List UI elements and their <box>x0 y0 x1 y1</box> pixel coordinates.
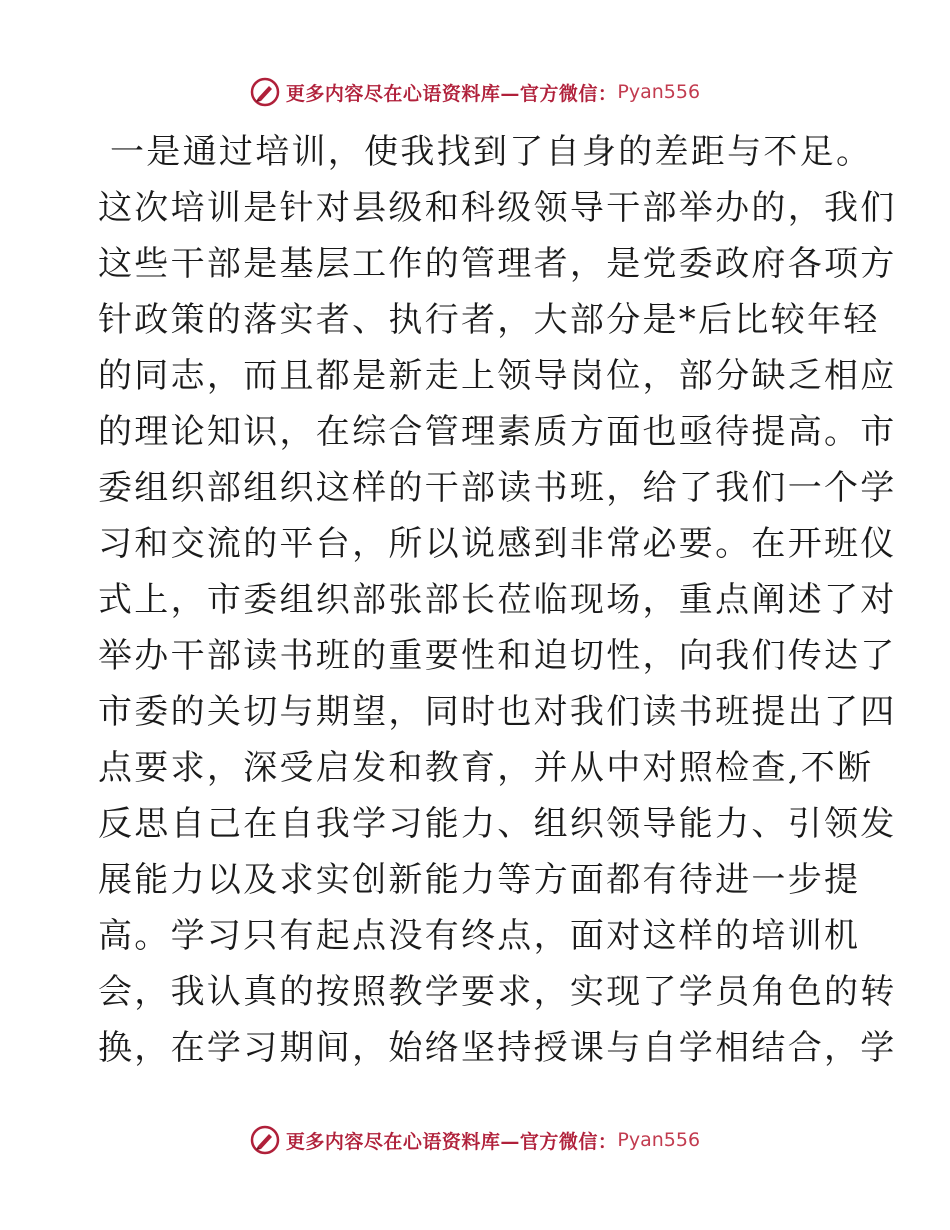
text-line: 展能力以及求实创新能力等方面都有待进一步提 <box>98 860 861 900</box>
text-line: 习和交流的平台，所以说感到非常必要。在开班仪 <box>98 524 897 564</box>
text-line: 会，我认真的按照教学要求，实现了学员角色的转 <box>98 972 897 1012</box>
header-watermark <box>0 72 950 112</box>
pen-logo-icon <box>250 77 280 107</box>
footer-watermark <box>0 1120 950 1160</box>
text-line: 委组织部组织这样的干部读书班，给了我们一个学 <box>98 468 897 508</box>
text-line: 这些干部是基层工作的管理者，是党委政府各项方 <box>98 244 897 284</box>
text-line: 高。学习只有起点没有终点，面对这样的培训机 <box>98 916 861 956</box>
text-line: 市委的关切与期望，同时也对我们读书班提出了四 <box>98 692 897 732</box>
watermark-wechat-id: Pyan556 <box>617 1129 701 1151</box>
text-line: 的同志，而且都是新走上领导岗位，部分缺乏相应 <box>98 356 897 396</box>
text-line: 的理论知识，在综合管理素质方面也亟待提高。市 <box>98 412 897 452</box>
document-body <box>98 124 897 1076</box>
text-line: 点要求，深受启发和教育，并从中对照检查,不断 <box>98 748 874 788</box>
watermark-wechat-id: Pyan556 <box>617 81 701 103</box>
watermark-text: 更多内容尽在心语资料库—官方微信： <box>285 1130 618 1153</box>
text-line: 这次培训是针对县级和科级领导干部举办的，我们 <box>98 188 897 228</box>
text-line: 反思自己在自我学习能力、组织领导能力、引领发 <box>98 804 897 844</box>
text-line: 换，在学习期间，始络坚持授课与自学相结合，学 <box>98 1028 897 1068</box>
pen-logo-icon <box>250 1125 280 1155</box>
text-line: 式上，市委组织部张部长莅临现场，重点阐述了对 <box>98 580 897 620</box>
text-line: 针政策的落实者、执行者，大部分是*后比较年轻 <box>98 300 880 340</box>
text-line: 举办干部读书班的重要性和迫切性，向我们传达了 <box>98 636 897 676</box>
text-line: 一是通过培训，使我找到了自身的差距与不足。 <box>110 132 873 172</box>
watermark-text: 更多内容尽在心语资料库—官方微信： <box>285 82 618 105</box>
